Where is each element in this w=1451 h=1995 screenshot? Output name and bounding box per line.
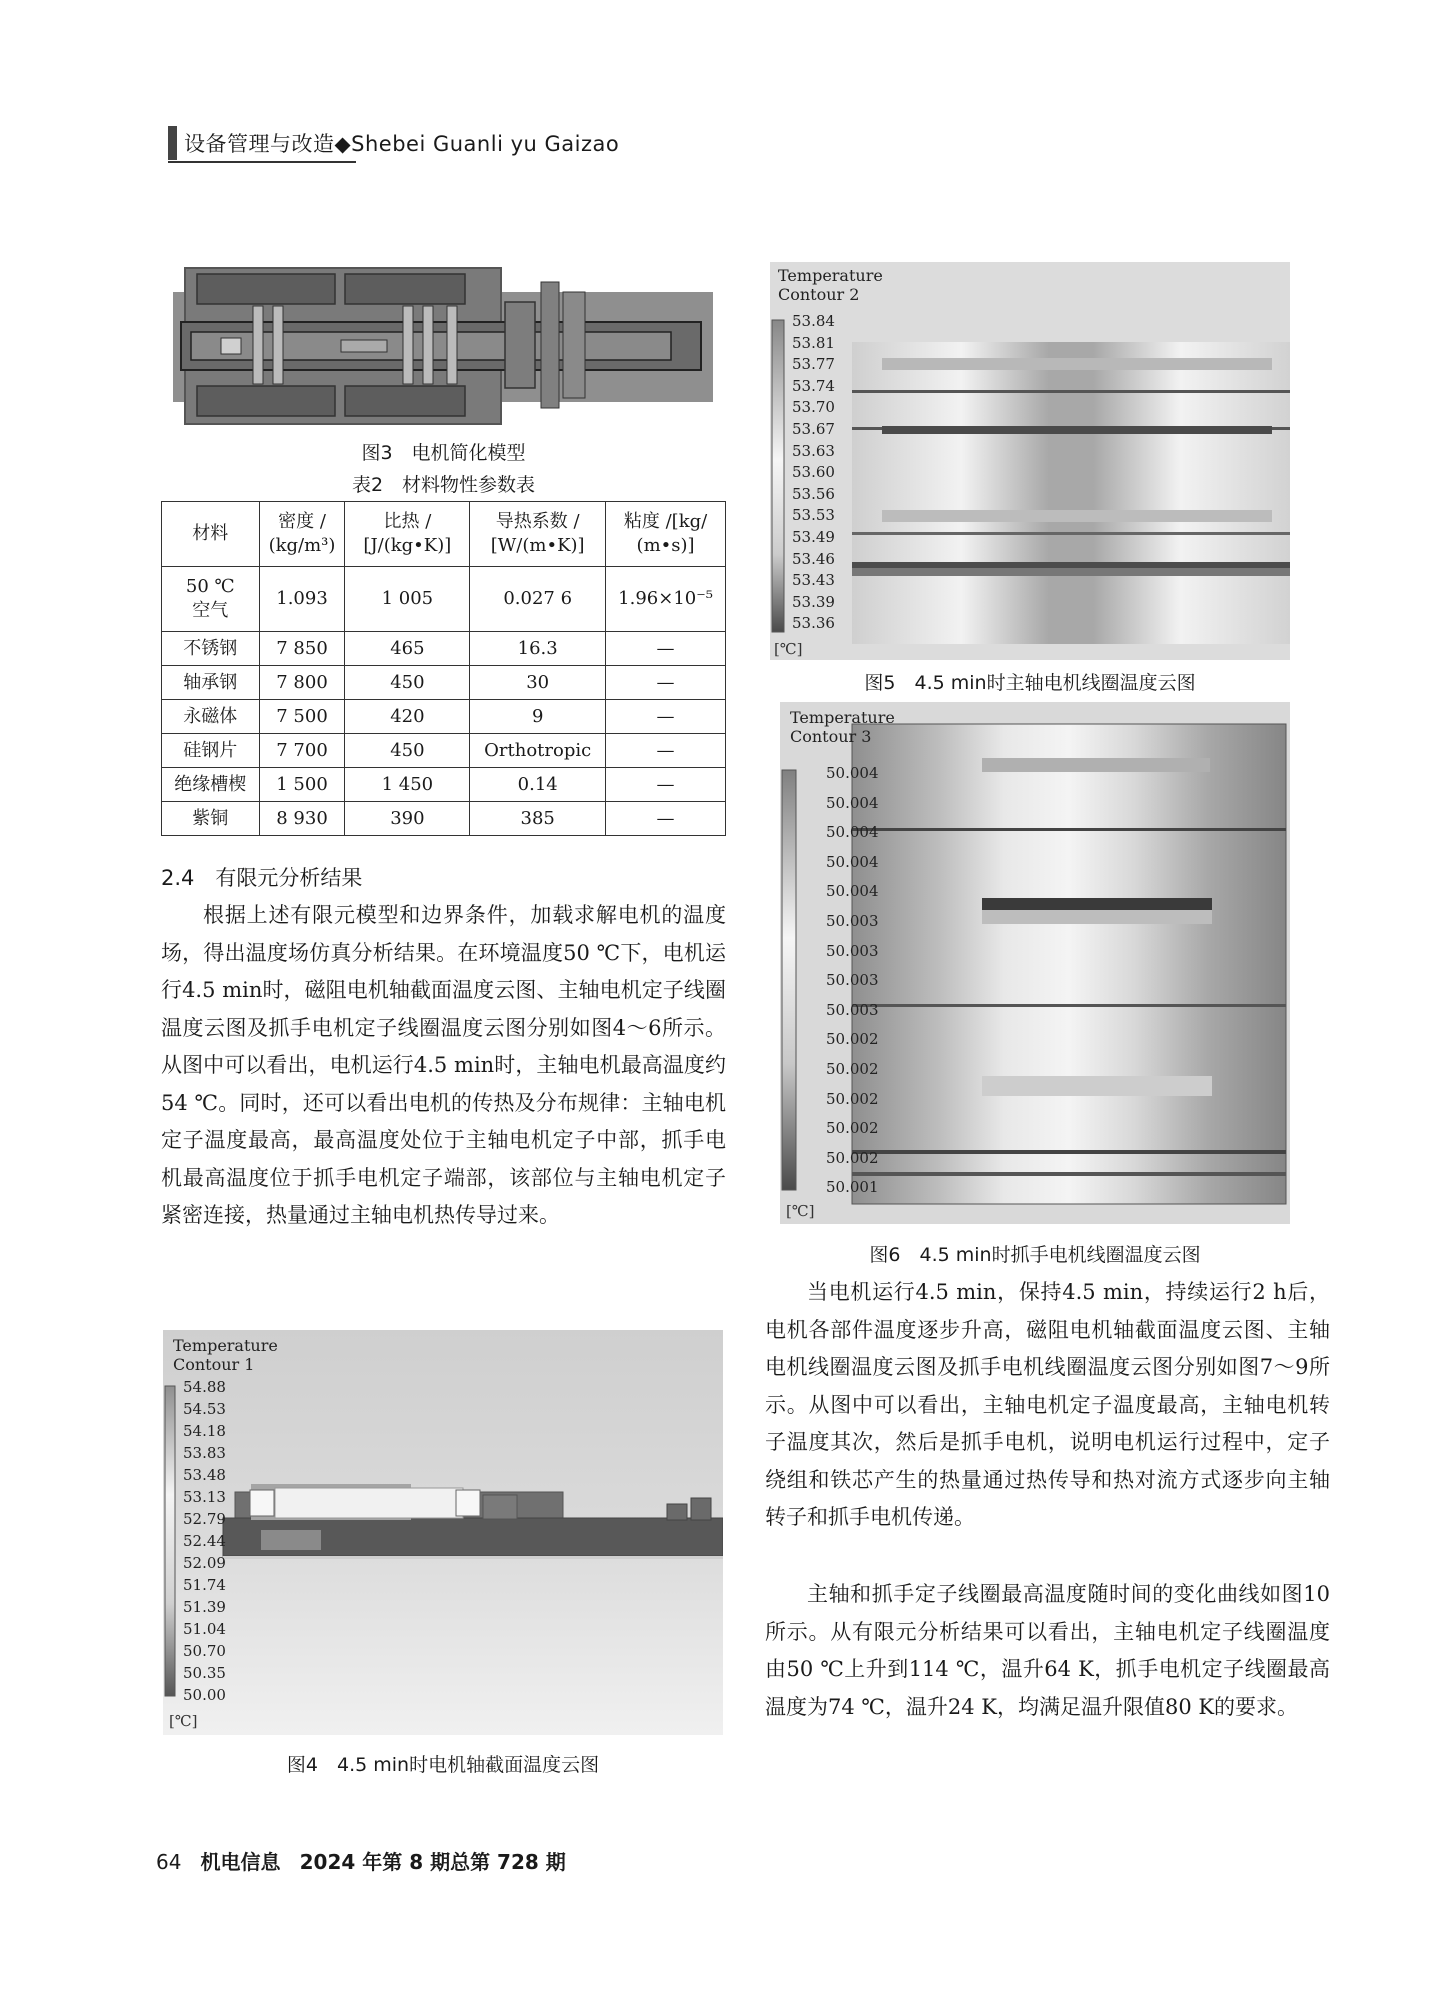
fig6-caption: 图6 4.5 min时抓手电机线圈温度云图 bbox=[869, 1244, 1201, 1266]
table-cell: 1.96×10⁻⁵ bbox=[606, 567, 726, 632]
header-bar bbox=[168, 126, 177, 160]
table-cell: — bbox=[606, 802, 726, 836]
legend-label: 50.003 bbox=[826, 941, 879, 960]
table-cell bbox=[162, 567, 260, 632]
table-cell: 不锈钢 bbox=[162, 632, 260, 666]
table-header-cell: 比热 / [J/(kg•K)] bbox=[345, 502, 470, 567]
legend-label: 53.36 bbox=[792, 614, 835, 633]
air-name: 空气 bbox=[192, 600, 229, 621]
legend-label: 54.53 bbox=[183, 1400, 226, 1418]
legend-label: 53.49 bbox=[792, 527, 835, 546]
table-cell: 7 850 bbox=[259, 632, 345, 666]
legend-label: 53.70 bbox=[792, 398, 835, 417]
legend-label: 50.003 bbox=[826, 1000, 879, 1019]
legend-label: 50.70 bbox=[183, 1642, 226, 1660]
legend-label: 53.74 bbox=[792, 376, 835, 395]
legend-label: 53.53 bbox=[792, 506, 835, 525]
table-cell: 7 800 bbox=[259, 666, 345, 700]
table-cell: — bbox=[606, 768, 726, 802]
legend-label: 50.001 bbox=[826, 1178, 879, 1197]
right-paragraph-2: 主轴和抓手定子线圈最高温度随时间的变化曲线如图10所示。从有限元分析结果可以看出，主轴电机定子线圈温度由50 ℃上升到114 ℃，温升64 K，抓手电机定子线圈最高温度为74 ℃，温升24 K，均满足温升限值80 K的要求。 bbox=[765, 1582, 1330, 1719]
legend-label: 50.002 bbox=[826, 1148, 879, 1167]
journal-header: 设备管理与改造◆Shebei Guanli yu Gaizao bbox=[184, 132, 620, 156]
table-cell: 16.3 bbox=[470, 632, 606, 666]
page-footer bbox=[156, 1846, 566, 1875]
legend-label: 53.84 bbox=[792, 312, 835, 330]
table-cell: 1 500 bbox=[259, 768, 345, 802]
legend-label: 52.44 bbox=[183, 1532, 226, 1550]
fig5-unit: [℃] bbox=[774, 640, 803, 658]
table-cell: — bbox=[606, 734, 726, 768]
material-table bbox=[161, 501, 726, 836]
table-cell: 390 bbox=[345, 802, 470, 836]
fig5-title-line1: Temperature bbox=[778, 266, 883, 285]
legend-label: 50.004 bbox=[826, 764, 879, 782]
legend-label: 51.04 bbox=[183, 1620, 226, 1638]
table-cell: 465 bbox=[345, 632, 470, 666]
table-cell: Orthotropic bbox=[470, 734, 606, 768]
legend-label: 53.43 bbox=[792, 571, 835, 590]
table-cell: 绝缘槽楔 bbox=[162, 768, 260, 802]
fig3-caption: 图3 电机简化模型 bbox=[361, 442, 526, 464]
table-cell: 420 bbox=[345, 700, 470, 734]
legend-label: 53.46 bbox=[792, 549, 835, 568]
legend-label: 50.002 bbox=[826, 1030, 879, 1049]
legend-label: 51.39 bbox=[183, 1598, 226, 1616]
fig4-title-line1: Temperature bbox=[173, 1336, 278, 1355]
fig6-legend bbox=[826, 766, 879, 1210]
header-underline bbox=[168, 161, 356, 163]
table-row bbox=[162, 768, 726, 802]
right-paragraph-1: 当电机运行4.5 min，保持4.5 min，持续运行2 h后，电机各部件温度逐步升高，磁阻电机轴截面温度云图、主轴电机线圈温度云图及抓手电机线圈温度云图分别如图7～9所示。从图中可以看出，主轴电机定子温度最高，主轴电机转子温度其次，然后是抓手电机，说明电机运行过程中，定子绕组和铁芯产生的热量通过热传导和热对流方式逐步向主轴转子和抓手电机传递。 bbox=[765, 1280, 1330, 1529]
legend-label: 50.004 bbox=[826, 823, 879, 842]
table-cell: — bbox=[606, 700, 726, 734]
section-heading: 2.4 有限元分析结果 bbox=[161, 866, 363, 890]
legend-label: 54.18 bbox=[183, 1422, 226, 1440]
table-row bbox=[162, 666, 726, 700]
table-header-cell: 密度 / (kg/m³) bbox=[259, 502, 345, 567]
table-cell: 1 005 bbox=[345, 567, 470, 632]
table2-caption: 表2 材料物性参数表 bbox=[351, 474, 536, 496]
fig4-unit: [℃] bbox=[169, 1712, 198, 1730]
fig6-title-line2: Contour 3 bbox=[790, 727, 872, 746]
fig5-contour bbox=[770, 262, 1290, 660]
legend-label: 53.56 bbox=[792, 484, 835, 503]
fig6-unit: [℃] bbox=[786, 1202, 815, 1220]
fig4-title-line2: Contour 1 bbox=[173, 1355, 255, 1374]
table-cell: 紫铜 bbox=[162, 802, 260, 836]
fig5-title bbox=[778, 266, 883, 304]
table-cell: 永磁体 bbox=[162, 700, 260, 734]
legend-label: 50.003 bbox=[826, 911, 879, 930]
fig3-motor-model bbox=[161, 262, 726, 427]
footer-journal: 机电信息 bbox=[200, 1850, 281, 1874]
legend-label: 53.48 bbox=[183, 1466, 226, 1484]
table-cell: 450 bbox=[345, 734, 470, 768]
table-header-cell: 粘度 /[kg/ (m•s)] bbox=[606, 502, 726, 567]
fig4-title bbox=[173, 1336, 278, 1374]
table-cell: 7 500 bbox=[259, 700, 345, 734]
table-header-cell: 材料 bbox=[162, 502, 260, 567]
fig3-drawing bbox=[161, 262, 726, 427]
table-cell: 硅钢片 bbox=[162, 734, 260, 768]
table-cell: 9 bbox=[470, 700, 606, 734]
table-cell: 1 450 bbox=[345, 768, 470, 802]
legend-label: 50.004 bbox=[826, 882, 879, 901]
legend-label: 52.79 bbox=[183, 1510, 226, 1528]
fig4-contour bbox=[163, 1330, 723, 1735]
legend-label: 53.13 bbox=[183, 1488, 226, 1506]
legend-label: 50.002 bbox=[826, 1119, 879, 1138]
legend-label: 53.67 bbox=[792, 419, 835, 438]
legend-label: 50.004 bbox=[826, 852, 879, 871]
legend-label: 53.83 bbox=[183, 1444, 226, 1462]
table-row bbox=[162, 567, 726, 632]
footer-issue: 2024 年第 8 期总第 728 期 bbox=[299, 1850, 566, 1874]
table-cell: 0.14 bbox=[470, 768, 606, 802]
legend-label: 50.002 bbox=[826, 1089, 879, 1108]
legend-label: 50.004 bbox=[826, 793, 879, 812]
table-cell: 7 700 bbox=[259, 734, 345, 768]
legend-label: 53.39 bbox=[792, 592, 835, 611]
table-cell: — bbox=[606, 632, 726, 666]
table-cell: 30 bbox=[470, 666, 606, 700]
legend-label: 53.60 bbox=[792, 463, 835, 482]
fig4-drawing bbox=[163, 1330, 723, 1735]
legend-label: 51.74 bbox=[183, 1576, 226, 1594]
legend-label: 50.003 bbox=[826, 971, 879, 990]
page-number: 64 bbox=[156, 1850, 182, 1874]
table-row bbox=[162, 632, 726, 666]
legend-label: 50.35 bbox=[183, 1664, 226, 1682]
legend-label: 53.77 bbox=[792, 355, 835, 374]
table-cell: 轴承钢 bbox=[162, 666, 260, 700]
fig6-contour bbox=[780, 702, 1290, 1224]
table-row bbox=[162, 734, 726, 768]
legend-label: 54.88 bbox=[183, 1378, 226, 1396]
legend-label: 53.81 bbox=[792, 333, 835, 352]
fig6-title bbox=[790, 708, 895, 746]
legend-label: 50.002 bbox=[826, 1059, 879, 1078]
legend-label: 53.63 bbox=[792, 441, 835, 460]
air-temp: 50 ℃ bbox=[185, 576, 235, 597]
table-row bbox=[162, 802, 726, 836]
table-cell: — bbox=[606, 666, 726, 700]
fig5-caption: 图5 4.5 min时主轴电机线圈温度云图 bbox=[864, 672, 1196, 694]
fig5-legend bbox=[792, 314, 835, 638]
legend-label: 52.09 bbox=[183, 1554, 226, 1572]
fig6-title-line1: Temperature bbox=[790, 708, 895, 727]
fig5-drawing bbox=[770, 262, 1290, 660]
table-row bbox=[162, 700, 726, 734]
section-paragraph: 根据上述有限元模型和边界条件，加载求解电机的温度场，得出温度场仿真分析结果。在环境温度50 ℃下，电机运行4.5 min时，磁阻电机轴截面温度云图、主轴电机定子线圈温度云图及抓手电机定子线圈温度云图分别如图4～6所示。从图中可以看出，电机运行4.5 min时，主轴电机最高温度约54 ℃。同时，还可以看出电机的传热及分布规律：主轴电机定子温度最高，最高温度处位于主轴电机定子中部，抓手电机最高温度位于抓手电机定子端部，该部位与主轴电机定子紧密连接，热量通过主轴电机热传导过来。 bbox=[161, 903, 726, 1227]
fig4-legend bbox=[183, 1380, 226, 1710]
table-cell: 385 bbox=[470, 802, 606, 836]
table-header-row bbox=[162, 502, 726, 567]
table-cell: 450 bbox=[345, 666, 470, 700]
fig4-caption: 图4 4.5 min时电机轴截面温度云图 bbox=[286, 1754, 600, 1776]
fig5-title-line2: Contour 2 bbox=[778, 285, 860, 304]
table-header-cell: 导热系数 / [W/(m•K)] bbox=[470, 502, 606, 567]
table-cell: 1.093 bbox=[259, 567, 345, 632]
legend-label: 50.00 bbox=[183, 1686, 226, 1704]
table-cell: 0.027 6 bbox=[470, 567, 606, 632]
table-cell: 8 930 bbox=[259, 802, 345, 836]
